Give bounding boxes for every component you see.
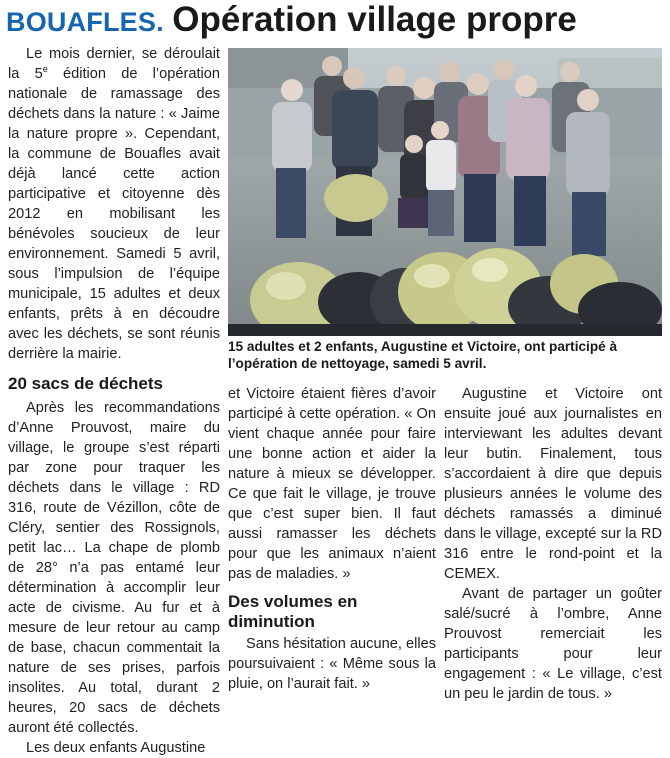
headline-place: BOUAFLES. xyxy=(6,7,164,37)
body-paragraph-2: Après les recommandations d’Anne Prouvost, maire du village, le groupe s’est réparti par zone pour traquer les déchets dans le village : RD 316, route de Vézillon, côte de Cléry, sentier des Rossignols, petit lac… La chape de plomb de 28° n’a pas entamé leur détermination à accomplir leur acte de civisme. Au fur et à mesure de leur retour au camp de base, chacun commentait la nature de ses prises, parfois insolites. Au total, durant 2 heures, 20 sacs de déchets auront été collectés. xyxy=(8,400,220,736)
subheading-volumes: Des volumes en diminution xyxy=(228,592,358,631)
headline-title: Opération village propre xyxy=(172,0,577,39)
article-column-1 xyxy=(8,44,220,758)
subheading-20-sacs: 20 sacs de déchets xyxy=(8,374,163,393)
superscript-e: e xyxy=(42,64,48,75)
body-paragraph-4: et Victoire étaient fières d’avoir participé à cette opération. « On vient chaque année pour faire une bonne action et aider la nature à mieux se développer. Ce que fait le village, je trouve que c’est super bien. Il faut aussi ramasser les déchets pour que les animaux n’aient pas de maladies. » xyxy=(228,386,436,582)
article-column-2 xyxy=(228,384,436,694)
article-column-3 xyxy=(444,384,662,704)
intro-paragraph: Le mois dernier, se déroulait la 5e édition de l’opération nationale de ramassage des déchets dans la nature : « Jaime la nature propre ». Cependant, la commune de Bouafles avait déjà lancé cette action participative et citoyenne dès 2012 en mobilisant les bénévoles soucieux de leur environnement. Samedi 5 avril, sous l’impulsion de l’équipe municipale, 15 adultes et deux enfants, prêts à en découdre avec les déchets, se sont réunis derrière la mairie. xyxy=(8,46,221,362)
group-photo xyxy=(228,48,662,336)
body-paragraph-7: Avant de partager un goûter salé/sucré à l’ombre, Anne Prouvost remerciait les participants pour leur engagement : « Le village, c’est un peu le jardin de tous. » xyxy=(444,586,662,702)
photo-caption: 15 adultes et 2 enfants, Augustine et Victoire, ont participé à l’opération de nettoyage, samedi 5 avril. xyxy=(228,339,618,371)
body-paragraph-3: Les deux enfants Augustine xyxy=(26,740,206,756)
headline xyxy=(6,0,666,40)
body-paragraph-6: Augustine et Victoire ont ensuite joué aux journalistes en interviewant les adultes devant leur butin. Finalement, tous s’accordaient à dire que depuis plusieurs années le volume des déchets ramassés a diminué dans le village, excepté sur la RD 316 entre le rond-point et la CEMEX. xyxy=(444,386,662,582)
body-paragraph-5: Sans hésitation aucune, elles poursuivaient : « Même sous la pluie, on l’aurait fait. » xyxy=(228,636,436,692)
